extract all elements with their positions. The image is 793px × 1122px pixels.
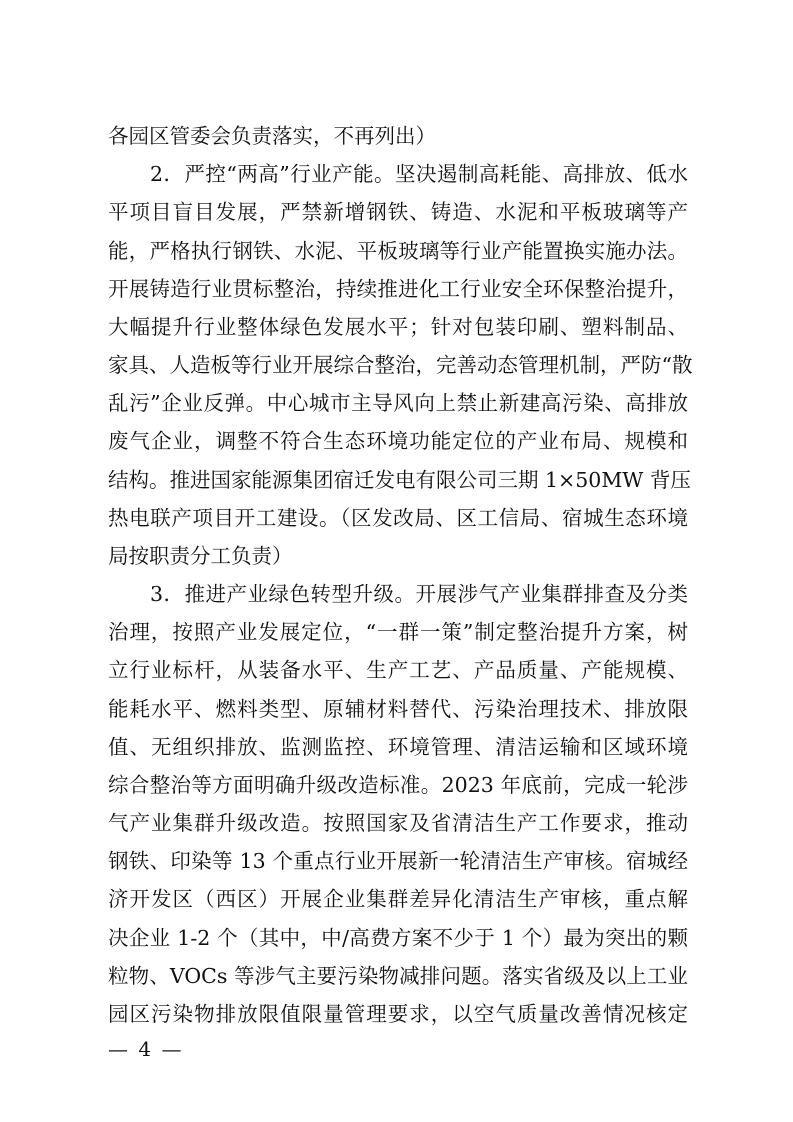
text-line: 结构。推进国家能源集团宿迁发电有限公司三期 1×50MW 背压 [108, 468, 691, 492]
page-number: — 4 — [108, 1037, 184, 1061]
text-line: 平项目盲目发展，严禁新增钢铁、铸造、水泥和平板玻璃等产 [108, 200, 688, 224]
text-line: 热电联产项目开工建设。（区发改局、区工信局、宿城生态环境 [108, 506, 688, 530]
text-line: 废气企业，调整不符合生态环境功能定位的产业布局、规模和 [108, 429, 688, 453]
text-line: 综合整治等方面明确升级改造标准。2023 年底前，完成一轮涉 [108, 773, 688, 797]
text-line: 3．推进产业绿色转型升级。开展涉气产业集群排查及分类 [150, 582, 688, 606]
text-line: 粒物、VOCs 等涉气主要污染物减排问题。落实省级及以上工业 [108, 964, 688, 988]
text-line: 家具、人造板等行业开展综合整治，完善动态管理机制，严防“散 [108, 353, 693, 377]
text-line: 气产业集群升级改造。按照国家及省清洁生产工作要求，推动 [108, 811, 688, 835]
text-line: 决企业 1-2 个（其中，中/高费方案不少于 1 个）最为突出的颗 [108, 926, 688, 950]
text-line: 园区污染物排放限值限量管理要求，以空气质量改善情况核定 [108, 1002, 688, 1026]
text-line: 各园区管委会负责落实，不再列出） [108, 124, 436, 148]
text-line: 立行业标杆，从装备水平、生产工艺、产品质量、产能规模、 [108, 658, 688, 682]
text-line: 2．严控“两高”行业产能。坚决遏制高耗能、高排放、低水 [150, 162, 688, 186]
text-line: 治理，按照产业发展定位，“一群一策”制定整治提升方案，树 [108, 620, 688, 644]
text-line: 开展铸造行业贯标整治，持续推进化工行业安全环保整治提升， [108, 277, 688, 301]
text-line: 局按职责分工负责） [108, 544, 293, 568]
text-line: 值、无组织排放、监测监控、环境管理、清洁运输和区域环境 [108, 735, 688, 759]
text-line: 能，严格执行钢铁、水泥、平板玻璃等行业产能置换实施办法。 [108, 239, 688, 263]
text-line: 能耗水平、燃料类型、原辅材料替代、污染治理技术、排放限 [108, 697, 688, 721]
text-line: 乱污”企业反弹。中心城市主导风向上禁止新建高污染、高排放 [108, 391, 688, 415]
text-line: 大幅提升行业整体绿色发展水平；针对包装印刷、塑料制品、 [108, 315, 688, 339]
text-line: 钢铁、印染等 13 个重点行业开展新一轮清洁生产审核。宿城经 [108, 849, 688, 873]
text-line: 济开发区（西区）开展企业集群差异化清洁生产审核，重点解 [108, 887, 688, 911]
